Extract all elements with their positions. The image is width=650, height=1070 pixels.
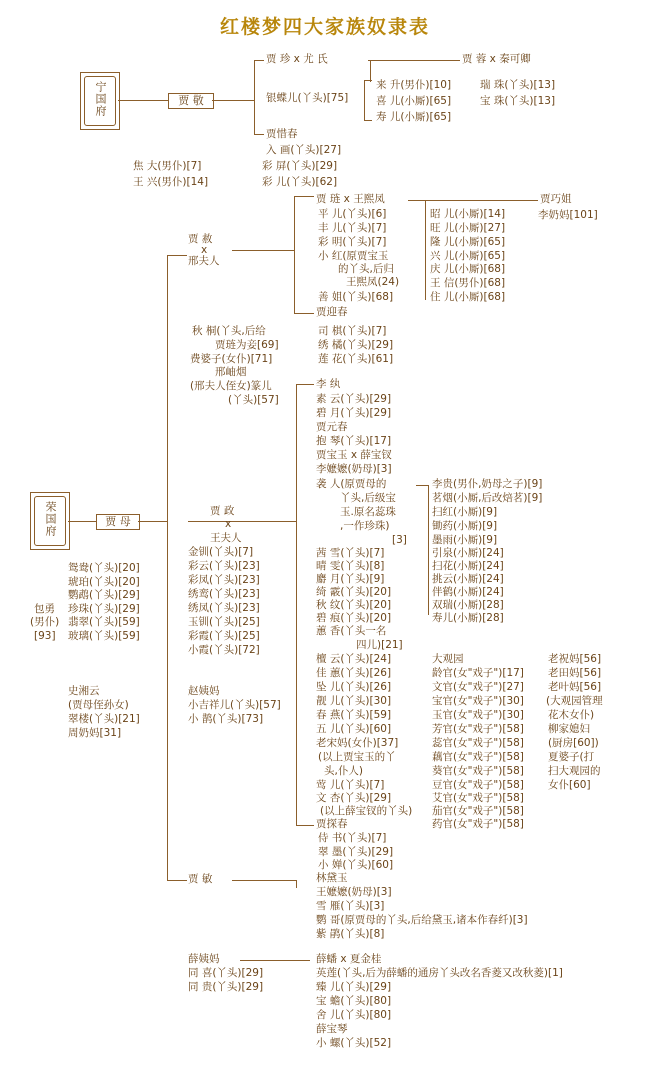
- lian-maid: 彩 明(丫头)[7]: [318, 236, 387, 248]
- xichun-maid: 入 画(丫头)[27]: [266, 144, 342, 156]
- ningguo-servant: 宝 珠(丫头)[13]: [480, 95, 556, 107]
- xue-item: 舍 儿(丫头)[80]: [316, 1009, 392, 1021]
- rongguo-mansion-box: [30, 492, 70, 550]
- actor: 藕官(女"戏子")[58]: [432, 751, 524, 763]
- xue-item: 宝 蟾(丫头)[80]: [316, 995, 392, 1007]
- wang-maid: 绣凤(丫头)[23]: [188, 602, 260, 614]
- baoyong: [93]: [34, 630, 56, 642]
- col1-item: 小 婵(丫头)[60]: [318, 859, 394, 871]
- xue-item: 薛蟠 x 夏金桂: [316, 953, 382, 965]
- garden-staff-item: 扫大观园的: [548, 765, 601, 777]
- shi-line: 史湘云: [68, 685, 100, 697]
- col1-item: 靓 儿(丫头)[30]: [316, 695, 392, 707]
- col1-item: 绮 霰(丫头)[20]: [316, 586, 392, 598]
- jiamin-item: 鹦 哥(原贾母的丫头,后给黛玉,诸本作春纤)[3]: [316, 914, 528, 926]
- col1-item: 李嬷嬷(奶母)[3]: [316, 463, 392, 475]
- lian-maid: 王熙凤(24): [346, 276, 400, 288]
- actor: 葵官(女"戏子")[58]: [432, 765, 524, 777]
- jiashe-note: (邢夫人侄女)篆儿: [190, 380, 272, 392]
- wang-maid: 绣鸾(丫头)[23]: [188, 588, 260, 600]
- jiamin-name: 贾 敏: [188, 873, 213, 885]
- xichun-maid: 彩 屏(丫头)[29]: [262, 160, 338, 172]
- actor: 芳官(女"戏子")[58]: [432, 723, 524, 735]
- col1-item: 碧 月(丫头)[29]: [316, 407, 392, 419]
- jiashe-name: 贾 赦: [188, 233, 213, 245]
- xue-left: 同 贵(丫头)[29]: [188, 981, 264, 993]
- jiamin-item: 王嬷嬷(奶母)[3]: [316, 886, 392, 898]
- lian-boy: 旺 儿(小厮)[27]: [430, 222, 506, 234]
- garden-staff-item: 夏婆子(打: [548, 751, 595, 763]
- jiamu-label: 贾 母: [96, 514, 140, 530]
- col2-item: 锄药(小厮)[9]: [432, 520, 498, 532]
- garden-staff-item: 柳家媳妇: [548, 723, 590, 735]
- col1-item: [3]: [392, 534, 407, 546]
- lian-boy: 隆 儿(小厮)[65]: [430, 236, 506, 248]
- actor: 茄官(女"戏子")[58]: [432, 805, 524, 817]
- wang-maid: 玉钏(丫头)[25]: [188, 616, 260, 628]
- shi-line: (贾母侄孙女): [68, 699, 129, 711]
- xue-left: 同 喜(丫头)[29]: [188, 967, 264, 979]
- jiamu-maid: 鹦鹉(丫头)[29]: [68, 589, 140, 601]
- jiashe-note: 邢岫烟: [215, 366, 247, 378]
- ningguo-servant: 来 升(男仆)[10]: [376, 79, 452, 91]
- liunaima: 李奶妈[101]: [538, 209, 598, 221]
- wang-maid: 金钏(丫头)[7]: [188, 546, 254, 558]
- col1-item: 莺 儿(丫头)[7]: [316, 779, 385, 791]
- col1-item: 晴 雯(丫头)[8]: [316, 560, 385, 572]
- ningguo-servant: 喜 儿(小厮)[65]: [376, 95, 452, 107]
- jiashe-x: x: [201, 244, 208, 256]
- ying-maid: 绣 橘(丫头)[29]: [318, 339, 394, 351]
- actor: 文官(女"戏子")[27]: [432, 681, 524, 693]
- col1-item: 茜 雪(丫头)[7]: [316, 547, 385, 559]
- jiamu-maid: 珍珠(丫头)[29]: [68, 603, 140, 615]
- xue-left: 薛姨妈: [188, 953, 220, 965]
- jiamin-item: 林黛玉: [316, 872, 348, 884]
- garden-staff-item: 花木女仆): [548, 709, 595, 721]
- jiazheng-x: x: [225, 518, 232, 530]
- yindie: 银蝶儿(丫头)[75]: [266, 92, 349, 104]
- lian-maid: 丰 儿(丫头)[7]: [318, 222, 387, 234]
- col2-item: 扫红(小厮)[9]: [432, 506, 498, 518]
- ying-maid: 司 棋(丫头)[7]: [318, 325, 387, 337]
- wang-maid: 彩霞(丫头)[25]: [188, 630, 260, 642]
- col1-item: 贾元春: [316, 421, 348, 433]
- col1-item: 碧 痕(丫头)[20]: [316, 612, 392, 624]
- col2-item: 伴鹤(小厮)[24]: [432, 586, 504, 598]
- col2-item: 引泉(小厮)[24]: [432, 547, 504, 559]
- baoyong: 包勇: [34, 603, 55, 615]
- xue-item: 薛宝琴: [316, 1023, 348, 1035]
- col1-item: 春 燕(丫头)[59]: [316, 709, 392, 721]
- wang-maid: 彩凤(丫头)[23]: [188, 574, 260, 586]
- col1-item: (以上薛宝钗的丫头): [320, 805, 413, 817]
- ying-maid: 莲 花(丫头)[61]: [318, 353, 394, 365]
- wang-maid: 彩云(丫头)[23]: [188, 560, 260, 572]
- col1-item: 麝 月(丫头)[9]: [316, 573, 385, 585]
- col1-item: 翠 墨(丫头)[29]: [318, 846, 394, 858]
- col2-item: 寿儿(小厮)[28]: [432, 612, 504, 624]
- col1-item: 贾宝玉 x 薛宝钗: [316, 449, 392, 461]
- col1-item: 文 杏(丫头)[29]: [316, 792, 392, 804]
- col1-item: 四儿)[21]: [356, 639, 403, 651]
- jiaqiaojie: 贾巧姐: [540, 193, 572, 205]
- xue-item: 英莲(丫头,后为薛蟠的通房丫头改名香菱又改秋菱)[1]: [316, 967, 563, 979]
- chart-title: 红楼梦四大家族奴隶表: [219, 16, 430, 38]
- jiazheng-wife: 王夫人: [210, 532, 242, 544]
- col1-item: 蕙 香(丫头一名: [316, 625, 387, 637]
- col1-item: 侍 书(丫头)[7]: [318, 832, 387, 844]
- lian-maid: 平 儿(丫头)[6]: [318, 208, 387, 220]
- ningguo-servant: 瑞 珠(丫头)[13]: [480, 79, 556, 91]
- actor: 艾官(女"戏子")[58]: [432, 792, 524, 804]
- jiajing-label: 贾 敬: [168, 93, 214, 109]
- jiarong-line: 贾 蓉 x 秦可卿: [462, 53, 531, 65]
- xue-item: 小 螺(丫头)[52]: [316, 1037, 392, 1049]
- jiamin-item: 雪 雁(丫头)[3]: [316, 900, 385, 912]
- jiamu-maid: 鸳鸯(丫头)[20]: [68, 562, 140, 574]
- jiamu-maid: 玻璃(丫头)[59]: [68, 630, 140, 642]
- actor: 豆官(女"戏子")[58]: [432, 779, 524, 791]
- col2-item: 李贵(男仆,奶母之子)[9]: [432, 478, 543, 490]
- shi-line: 周奶妈[31]: [68, 727, 122, 739]
- lian-maid: 小 红(原贾宝玉: [318, 250, 389, 262]
- col2-item: 扫花(小厮)[24]: [432, 560, 504, 572]
- col1-item: 头,仆人): [324, 765, 363, 777]
- jialian-line: 贾 琏 x 王熙凤: [316, 193, 385, 205]
- col1-item: 五 儿(丫头)[60]: [316, 723, 392, 735]
- garden-staff-item: 女仆[60]: [548, 779, 591, 791]
- zhao-line: 赵姨妈: [188, 685, 220, 697]
- lian-maid: 善 姐(丫头)[68]: [318, 291, 394, 303]
- jiashe-note: (丫头)[57]: [228, 394, 279, 406]
- col1-item: 檀 云(丫头)[24]: [316, 653, 392, 665]
- ningguo-mansion-box: [80, 72, 120, 130]
- garden-staff-item: 老祝妈[56]: [548, 653, 602, 665]
- col1-item: 玉.原名蕊珠: [340, 506, 396, 518]
- ningguo-servant: 寿 儿(小厮)[65]: [376, 111, 452, 123]
- col1-item: 佳 蕙(丫头)[26]: [316, 667, 392, 679]
- col1-item: 素 云(丫头)[29]: [316, 393, 392, 405]
- jiamin-item: 紫 鹃(丫头)[8]: [316, 928, 385, 940]
- garden-staff-item: (厨房[60]): [548, 737, 599, 749]
- jiashe-note: 秋 桐(丫头,后给: [192, 325, 266, 337]
- garden-staff-item: 老叶妈[56]: [548, 681, 602, 693]
- baoyong: (男仆): [30, 616, 60, 628]
- jiashe-note: 贾琏为妾[69]: [215, 339, 279, 351]
- lian-boy: 住 儿(小厮)[68]: [430, 291, 506, 303]
- zhao-line: 小吉祥儿(丫头)[57]: [188, 699, 281, 711]
- col1-item: 秋 纹(丫头)[20]: [316, 599, 392, 611]
- ningguo-mansion-label: 宁国府: [94, 81, 107, 117]
- jiashe-wife: 邢夫人: [188, 255, 220, 267]
- col1-item: 坠 儿(丫头)[26]: [316, 681, 392, 693]
- col2-item: 挑云(小厮)[24]: [432, 573, 504, 585]
- lian-maid: 的丫头,后归: [338, 263, 394, 275]
- actor: 宝官(女"戏子")[30]: [432, 695, 524, 707]
- xichun-maid: 彩 儿(丫头)[62]: [262, 176, 338, 188]
- col2-item: 墨雨(小厮)[9]: [432, 534, 498, 546]
- lian-boy: 庆 儿(小厮)[68]: [430, 263, 506, 275]
- lian-boy: 兴 儿(小厮)[65]: [430, 250, 506, 262]
- col1-item: 老宋妈(女仆)[37]: [316, 737, 399, 749]
- ningguo-other: 焦 大(男仆)[7]: [133, 160, 202, 172]
- actor: 药官(女"戏子")[58]: [432, 818, 524, 830]
- col1-item: 丫头,后级宝: [340, 492, 396, 504]
- col1-item: 袭 人(原贾母的: [316, 478, 387, 490]
- col1-item: 抱 琴(丫头)[17]: [316, 435, 392, 447]
- daguanyuan: 大观园: [432, 653, 464, 665]
- wang-maid: 小霞(丫头)[72]: [188, 644, 260, 656]
- garden-staff-item: (大观园管理: [546, 695, 603, 707]
- shi-line: 翠楼(丫头)[21]: [68, 713, 140, 725]
- jiazhen-line: 贾 珍 x 尤 氏: [266, 53, 328, 65]
- jiayingchun: 贾迎春: [316, 306, 348, 318]
- jiamu-maid: 翡翠(丫头)[59]: [68, 616, 140, 628]
- xue-item: 臻 儿(丫头)[29]: [316, 981, 392, 993]
- zhao-line: 小 鹊(丫头)[73]: [188, 713, 264, 725]
- jiazheng-name: 贾 政: [210, 505, 235, 517]
- garden-staff-item: 老田妈[56]: [548, 667, 602, 679]
- actor: 玉官(女"戏子")[30]: [432, 709, 524, 721]
- jiaxichun: 贾惜春: [266, 128, 298, 140]
- jiamu-maid: 琥珀(丫头)[20]: [68, 576, 140, 588]
- col1-item: 贾探春: [316, 818, 348, 830]
- col1-item: ,一作珍珠): [340, 520, 390, 532]
- rongguo-mansion-label: 荣国府: [44, 501, 57, 537]
- actor: 龄官(女"戏子")[17]: [432, 667, 524, 679]
- col1-item: (以上贾宝玉的丫: [318, 751, 396, 763]
- col2-item: 茗烟(小厮,后改焙茗)[9]: [432, 492, 543, 504]
- jiashe-note: 费婆子(女仆)[71]: [190, 353, 273, 365]
- ningguo-other: 王 兴(男仆)[14]: [133, 176, 209, 188]
- lian-boy: 昭 儿(小厮)[14]: [430, 208, 506, 220]
- col1-item: 李 纨: [316, 378, 341, 390]
- lian-boy: 王 信(男仆)[68]: [430, 277, 506, 289]
- actor: 蕊官(女"戏子")[58]: [432, 737, 524, 749]
- col2-item: 双瑞(小厮)[28]: [432, 599, 504, 611]
